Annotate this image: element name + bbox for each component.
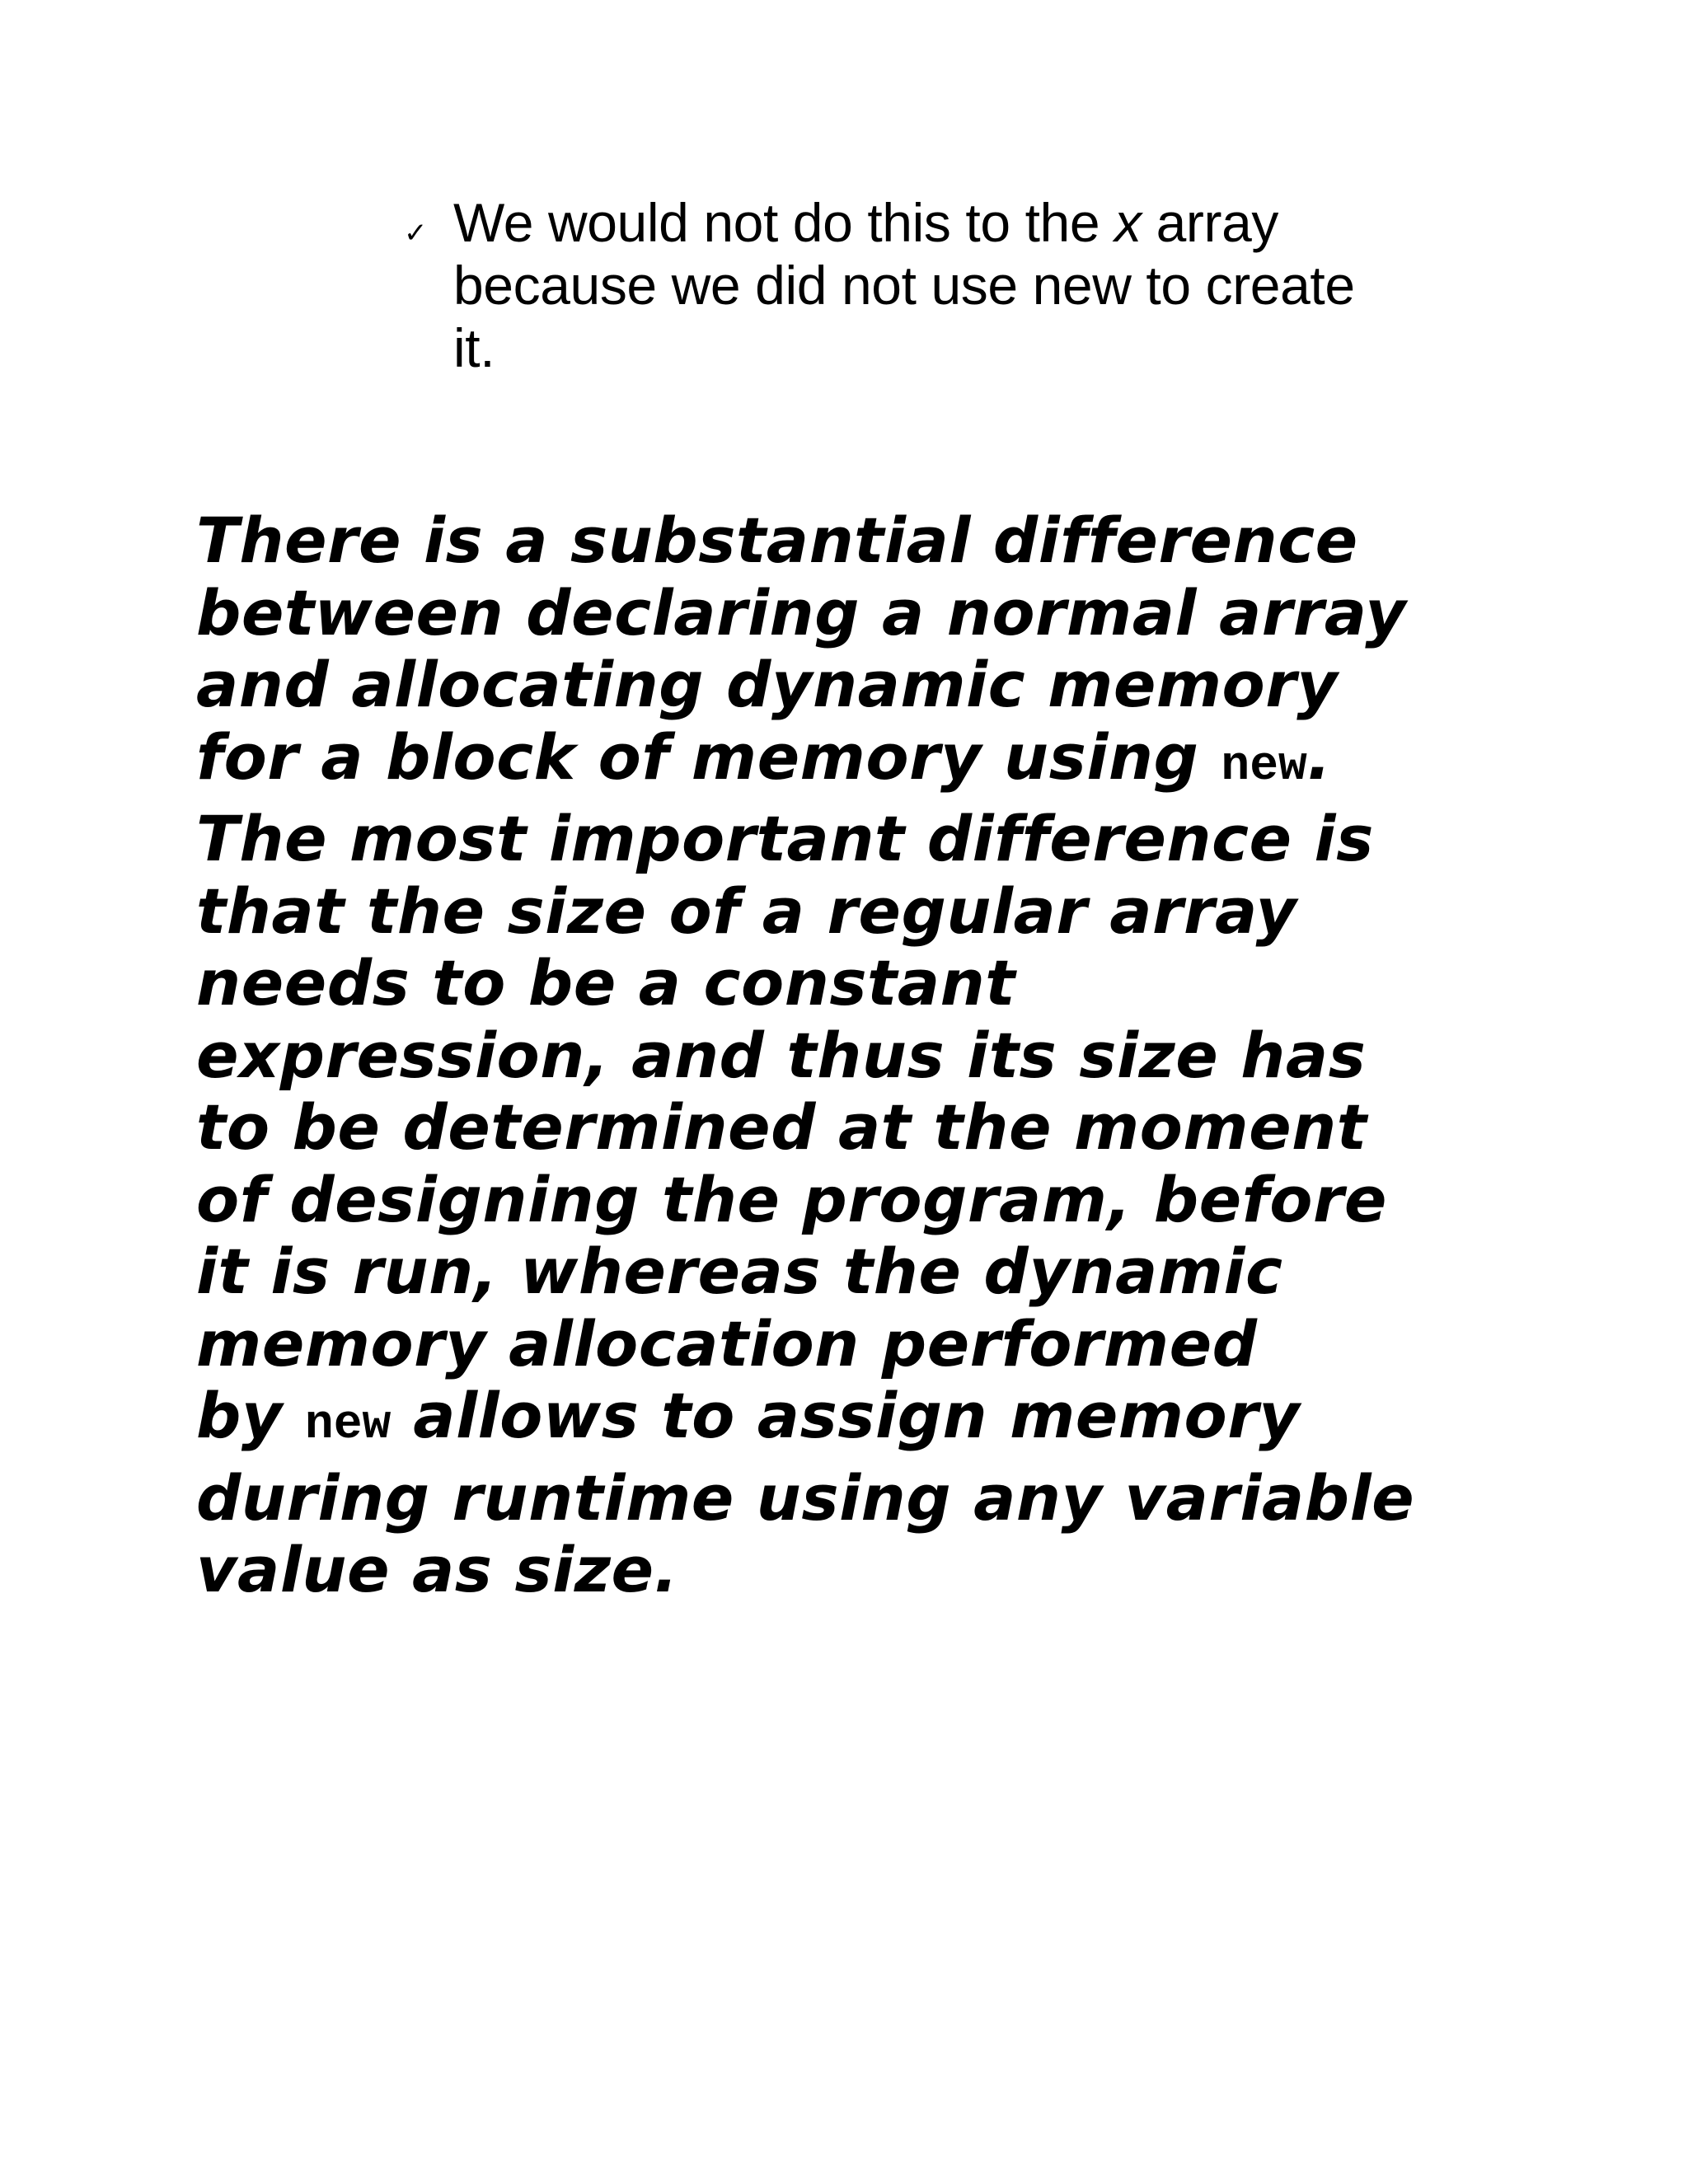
- paragraph-line: during runtime using any variable: [196, 1460, 1415, 1535]
- paragraph-line: [196, 1380, 1482, 1462]
- paragraph-line: it is run, whereas the dynamic: [196, 1235, 1283, 1308]
- paragraph-line: between declaring a normal array: [196, 575, 1407, 649]
- paragraph-text-segment: for a block of memory using: [196, 719, 1221, 794]
- paragraph-line: memory allocation performed: [196, 1306, 1258, 1380]
- paragraph-text-segment: allows to assign memory: [391, 1379, 1301, 1452]
- paragraph-line: [196, 721, 1482, 804]
- paragraph-text-segment: .: [1306, 719, 1332, 794]
- bullet-line-1: [453, 191, 1517, 254]
- paragraph-line: needs to be a constant: [196, 946, 1016, 1019]
- bullet-item: [404, 191, 1517, 379]
- bullet-text: [453, 191, 1517, 379]
- paragraph-text-segment: by: [196, 1379, 305, 1452]
- code-keyword-new: new: [304, 1399, 392, 1452]
- paragraph-line: that the size of a regular array: [196, 874, 1297, 948]
- main-paragraph: [196, 504, 1482, 1606]
- paragraph-line: There is a substantial difference: [196, 504, 1358, 577]
- paragraph-line: expression, and thus its size has: [196, 1018, 1367, 1092]
- paragraph-line: The most important difference is: [196, 802, 1374, 875]
- bullet-text-segment: array: [1141, 192, 1278, 253]
- bullet-line-3: it.: [453, 317, 495, 378]
- paragraph-line: of designing the program, before: [196, 1162, 1387, 1236]
- bullet-text-segment: We would not do this to the: [453, 192, 1115, 253]
- paragraph-line: to be determined at the moment: [196, 1090, 1367, 1164]
- bullet-line-2: because we did not use new to create: [453, 255, 1355, 316]
- paragraph-line: and allocating dynamic memory: [196, 648, 1339, 721]
- code-keyword-new: new: [1221, 739, 1307, 794]
- paragraph-line: value as size.: [196, 1533, 678, 1606]
- checkmark-icon: ✓: [404, 217, 428, 250]
- variable-name: x: [1114, 192, 1142, 253]
